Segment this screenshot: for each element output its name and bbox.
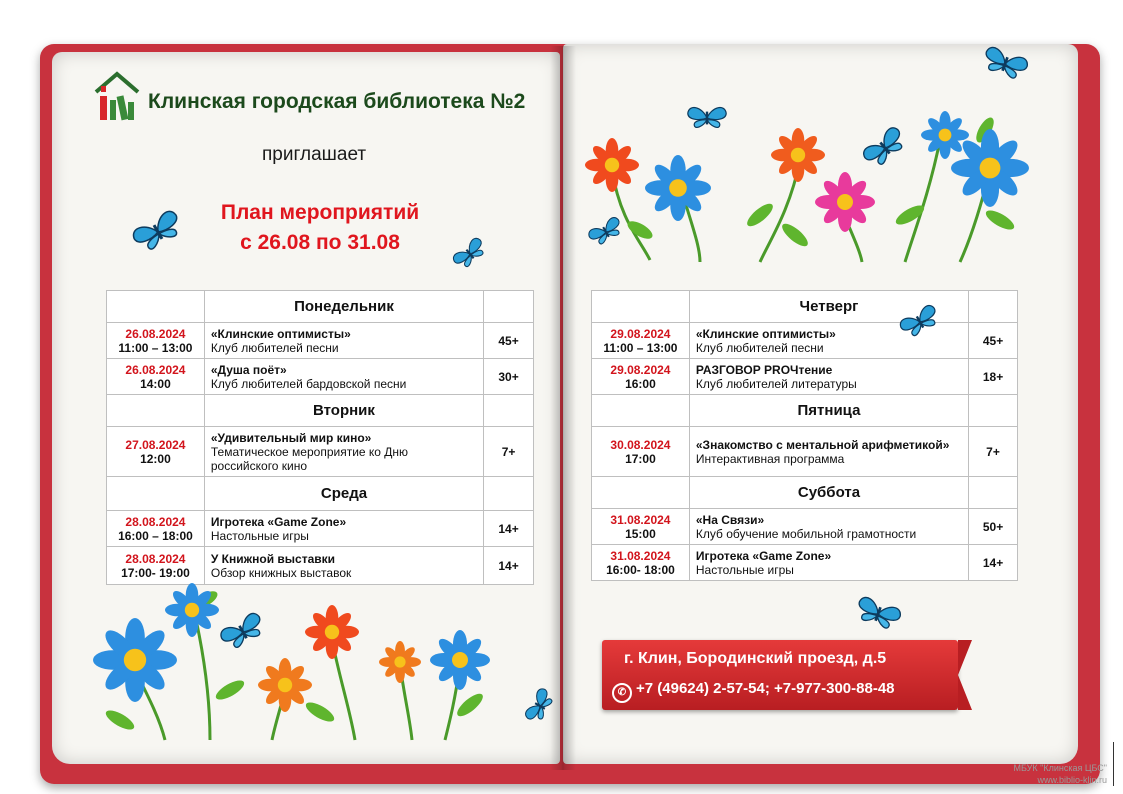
event-age: 14+ (484, 511, 534, 547)
address-text: г. Клин, Бородинский проезд, д.5 (624, 650, 887, 667)
event-age: 14+ (484, 547, 534, 585)
day-header-row (592, 291, 1018, 323)
event-info: «Клинские оптимисты» Клуб любителей песни (204, 323, 483, 359)
phone-text: +7 (49624) 2-57-54; +7-977-300-88-48 (636, 680, 895, 697)
plan-title-line1: План мероприятий (220, 201, 420, 224)
table-row (107, 547, 534, 585)
day-header-row (107, 477, 534, 511)
day-tuesday: Вторник (204, 395, 483, 427)
contact-ribbon (602, 640, 958, 710)
day-header-row (107, 395, 534, 427)
table-row (107, 511, 534, 547)
plan-title (180, 198, 460, 258)
event-info: «Удивительный мир кино» Тематическое мероприятие ко Дню российского кино (204, 427, 483, 477)
day-header-row (107, 291, 534, 323)
table-row (592, 427, 1018, 477)
plan-title-line2: с 26.08 по 31.08 (240, 231, 400, 254)
event-info: У Книжной выставки Обзор книжных выставок (204, 547, 483, 585)
day-thursday: Четверг (689, 291, 968, 323)
event-age: 18+ (969, 359, 1018, 395)
table-row (107, 323, 534, 359)
book-spine (550, 46, 576, 770)
copyright (1013, 762, 1107, 786)
copyright-site: www.biblio-klin.ru (1037, 775, 1107, 785)
event-age: 7+ (969, 427, 1018, 477)
event-info: РАЗГОВОР PROЧтение Клуб любителей литературы (689, 359, 968, 395)
event-date: 28.08.2024 17:00- 19:00 (107, 547, 205, 585)
event-date: 27.08.2024 12:00 (107, 427, 205, 477)
table-row (592, 359, 1018, 395)
table-row (592, 323, 1018, 359)
invites-text: приглашает (262, 144, 367, 165)
table-row (592, 509, 1018, 545)
day-header-row (592, 395, 1018, 427)
event-info: «На Связи» Клуб обучение мобильной грамотности (689, 509, 968, 545)
day-header-row (592, 477, 1018, 509)
library-name: Клинская городская библиотека №2 (148, 90, 526, 113)
day-monday: Понедельник (204, 291, 483, 323)
event-date: 30.08.2024 17:00 (592, 427, 690, 477)
schedule-table-right (591, 290, 1018, 581)
event-info: «Клинские оптимисты» Клуб любителей песни (689, 323, 968, 359)
event-age: 45+ (484, 323, 534, 359)
event-age: 7+ (484, 427, 534, 477)
event-age: 14+ (969, 545, 1018, 581)
event-info: Игротека «Game Zone» Настольные игры (689, 545, 968, 581)
library-logo-icon (92, 68, 142, 124)
table-row (592, 545, 1018, 581)
day-wednesday: Среда (204, 477, 483, 511)
divider-line (1113, 742, 1114, 786)
event-date: 28.08.2024 16:00 – 18:00 (107, 511, 205, 547)
day-friday: Пятница (689, 395, 968, 427)
copyright-org: МБУК "Клинская ЦБС" (1013, 763, 1107, 773)
event-date: 31.08.2024 16:00- 18:00 (592, 545, 690, 581)
event-age: 50+ (969, 509, 1018, 545)
table-row (107, 427, 534, 477)
event-date: 26.08.2024 14:00 (107, 359, 205, 395)
event-age: 30+ (484, 359, 534, 395)
day-saturday: Суббота (689, 477, 968, 509)
schedule-table-left (106, 290, 534, 585)
event-info: «Знакомство с ментальной арифметикой» Интерактивная программа (689, 427, 968, 477)
event-info: «Душа поёт» Клуб любителей бардовской песни (204, 359, 483, 395)
event-date: 29.08.2024 11:00 – 13:00 (592, 323, 690, 359)
phone-icon: ✆ (612, 683, 632, 703)
table-row (107, 359, 534, 395)
event-date: 29.08.2024 16:00 (592, 359, 690, 395)
event-date: 26.08.2024 11:00 – 13:00 (107, 323, 205, 359)
event-age: 45+ (969, 323, 1018, 359)
event-date: 31.08.2024 15:00 (592, 509, 690, 545)
event-info: Игротека «Game Zone» Настольные игры (204, 511, 483, 547)
phone-line (612, 680, 895, 703)
